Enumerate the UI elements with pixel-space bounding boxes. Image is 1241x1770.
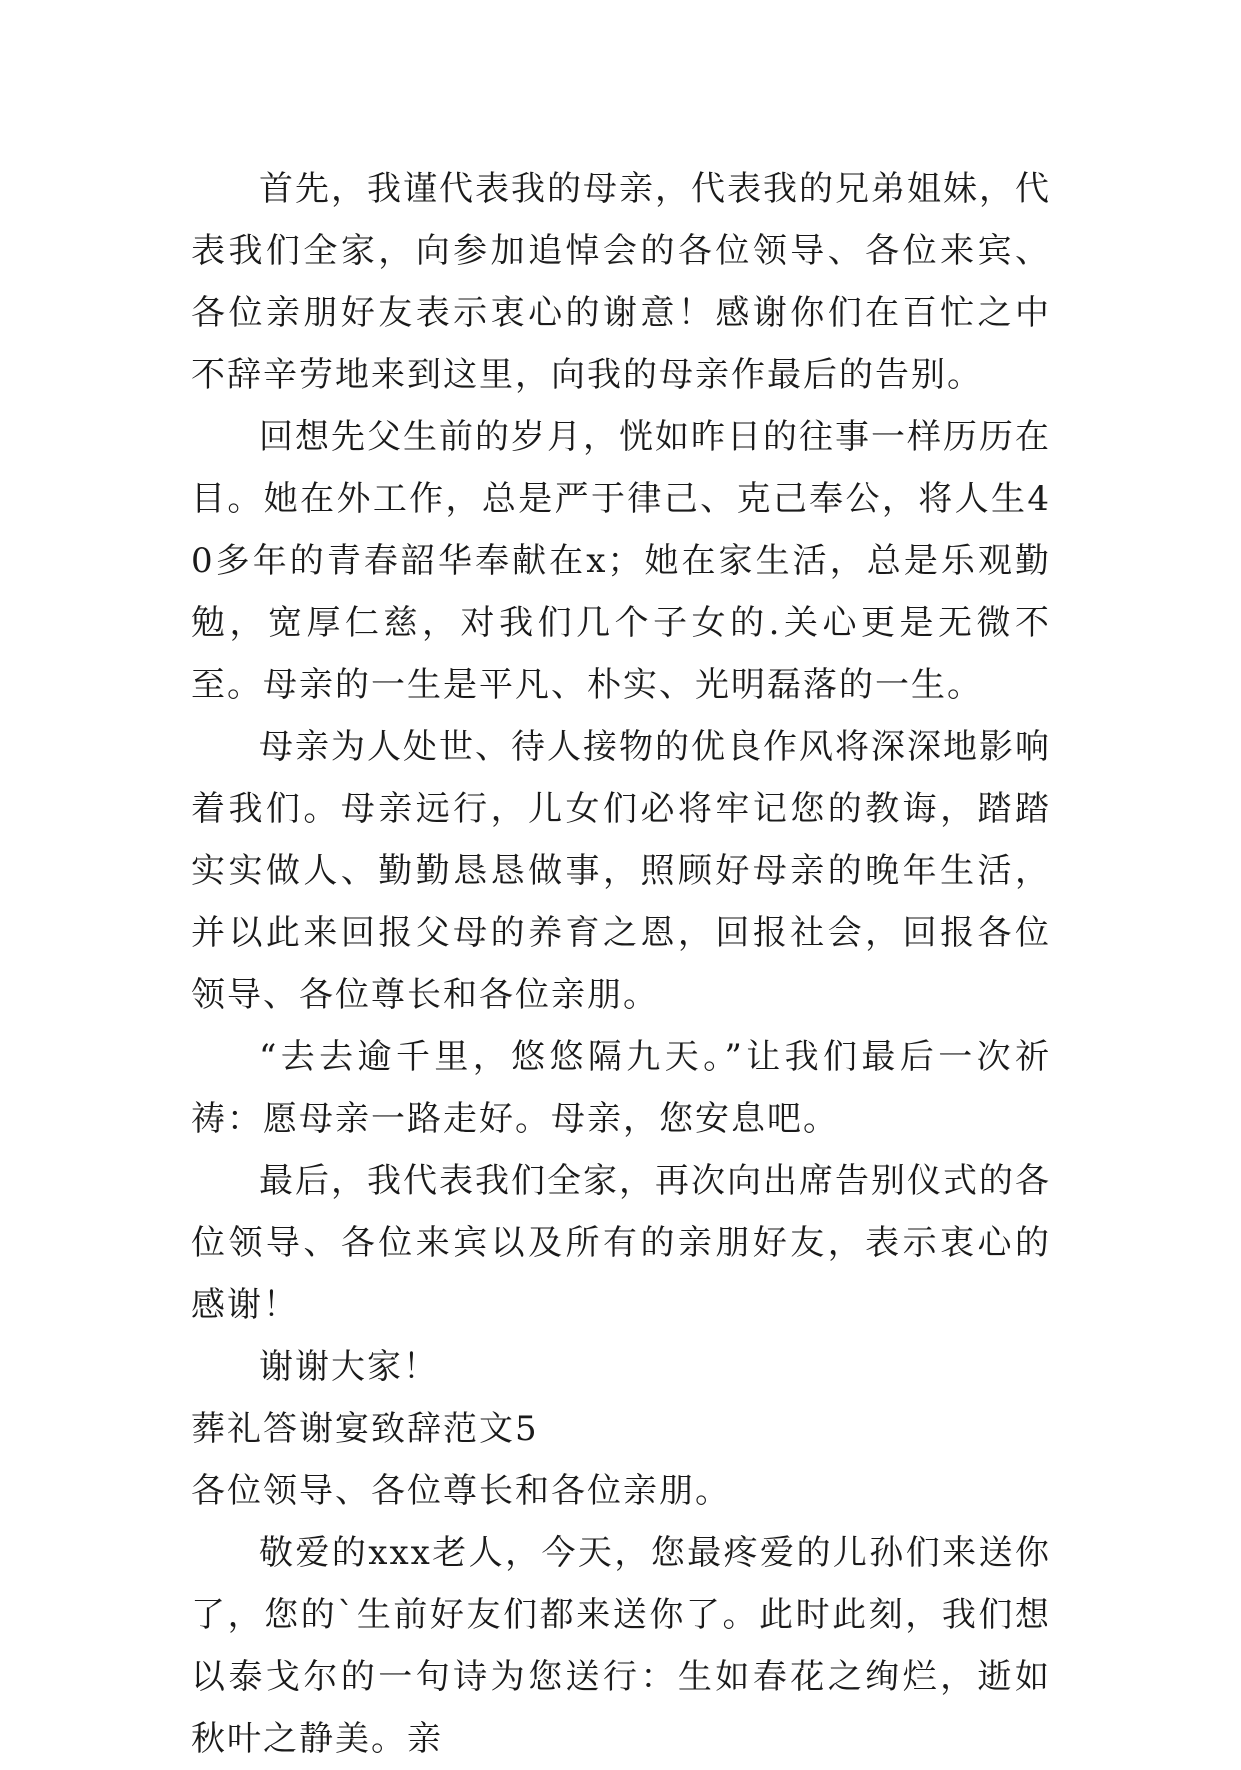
paragraph-farewell: 敬爱的xxx老人，今天，您最疼爱的儿孙们来送你了，您的`生前好友们都来送你了。此时此刻，我们想以泰戈尔的一句诗为您送行：生如春花之绚烂，逝如秋叶之静美。亲 xyxy=(191,1533,1051,1759)
paragraph-legacy: 母亲为人处世、待人接物的优良作风将深深地影响着我们。母亲远行，儿女们必将牢记您的教诲，踏踏实实做人、勤勤恳恳做事，照顾好母亲的晚年生活，并以此来回报父母的养育之恩，回报社会，回报各位领导、各位尊长和各位亲朋。 xyxy=(191,727,1051,1015)
paragraph-prayer: “去去逾千里，悠悠隔九天。”让我们最后一次祈祷：愿母亲一路走好。母亲，您安息吧。 xyxy=(191,1037,1051,1139)
paragraph-thank-you: 谢谢大家！ xyxy=(259,1347,439,1387)
salutation: 各位领导、各位尊长和各位亲朋。 xyxy=(191,1471,731,1511)
paragraph-thanks: 首先，我谨代表我的母亲，代表我的兄弟姐妹，代表我们全家，向参加追悼会的各位领导、各位来宾、各位亲朋好友表示衷心的谢意！感谢你们在百忙之中不辞辛劳地来到这里，向我的母亲作最后的告别。 xyxy=(191,169,1051,395)
section-heading: 葬礼答谢宴致辞范文5 xyxy=(191,1409,539,1449)
paragraph-memories: 回想先父生前的岁月，恍如昨日的往事一样历历在目。她在外工作，总是严于律己、克己奉公，将人生40多年的青春韶华奉献在x；她在家生活，总是乐观勤勉，宽厚仁慈，对我们几个子女的.关心更是无微不至。母亲的一生是平凡、朴实、光明磊落的一生。 xyxy=(191,417,1051,705)
paragraph-closing: 最后，我代表我们全家，再次向出席告别仪式的各位领导、各位来宾以及所有的亲朋好友，表示衷心的感谢！ xyxy=(191,1161,1051,1325)
document-body xyxy=(191,158,1051,1770)
